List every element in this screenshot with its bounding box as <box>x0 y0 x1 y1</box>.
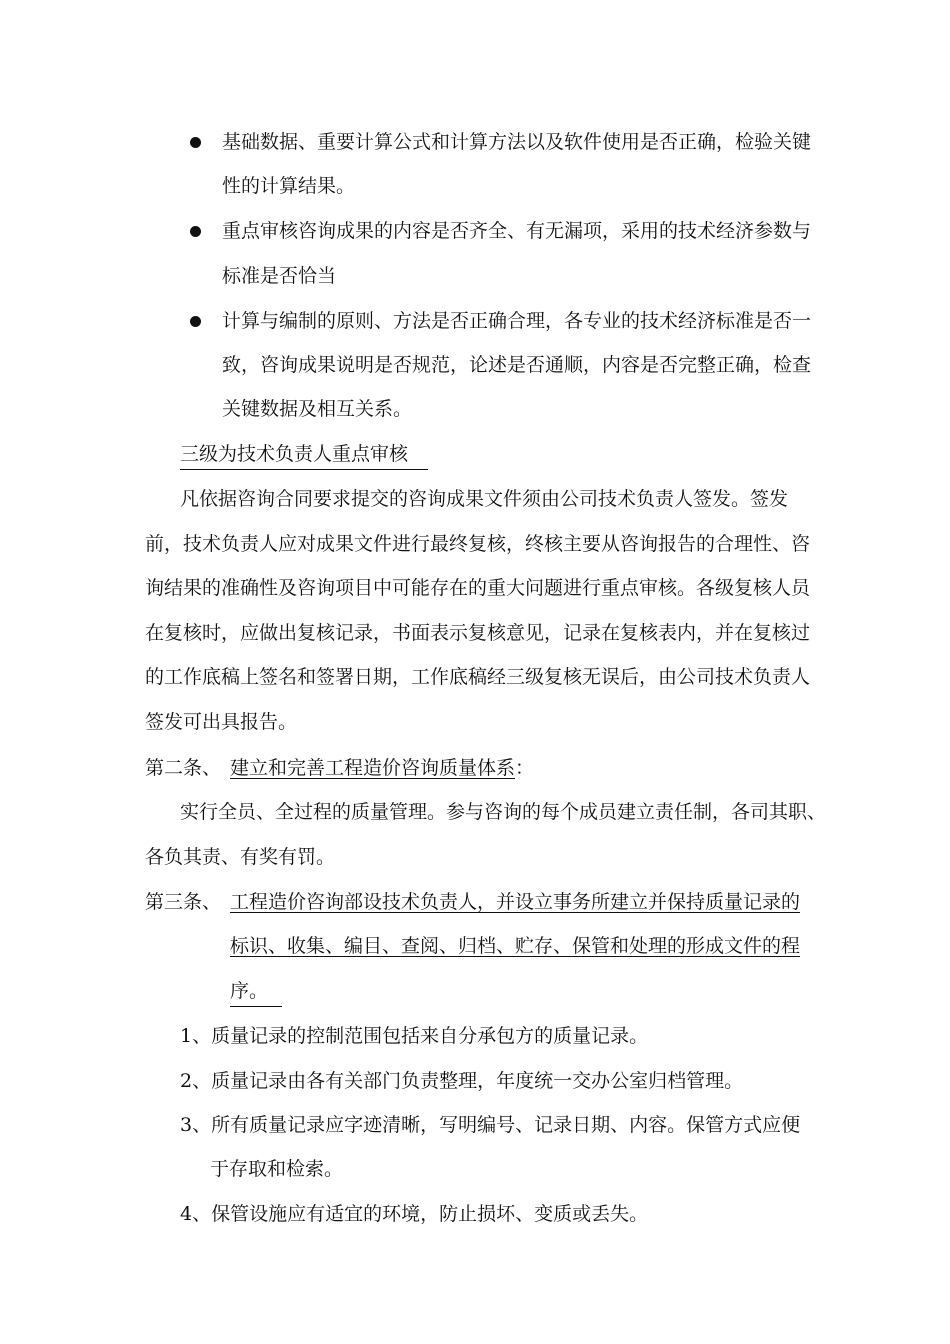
bullet-dot-icon <box>190 137 201 148</box>
para1-line-2: 前，技术负责人应对成果文件进行最终复核，终核主要从咨询报告的合理性、咨 <box>145 533 811 555</box>
para2-line-2: 各负其责、有奖有罚。 <box>145 846 336 868</box>
item-4-line-1: 4、保管设施应有适宜的环境，防止损坏、变质或丢失。 <box>180 1203 649 1225</box>
bullet-2-line-1: 重点审核咨询成果的内容是否齐全、有无漏项，采用的技术经济参数与 <box>222 220 812 242</box>
item-2-line-1: 2、质量记录由各有关部门负责整理，年度统一交办公室归档管理。 <box>180 1070 744 1092</box>
article2-title <box>230 756 534 780</box>
para2-line-1: 实行全员、全过程的质量管理。参与咨询的每个成员建立责任制，各司其职、 <box>180 801 827 823</box>
para1-line-5: 的工作底稿上签名和签署日期，工作底稿经三级复核无误后，由公司技术负责人 <box>145 666 811 688</box>
article3-line-1 <box>230 890 800 914</box>
bullet-dot-icon <box>190 226 201 237</box>
article3-label: 第三条、 <box>145 891 222 913</box>
item-3-line-2: 于存取和检索。 <box>210 1158 344 1180</box>
bullet-dot-icon <box>190 316 201 327</box>
item-3-line-1: 3、所有质量记录应字迹清晰，写明编号、记录日期、内容。保管方式应便 <box>180 1114 801 1136</box>
bullet-2-line-2: 标准是否恰当 <box>222 265 337 287</box>
item-1-line-1: 1、质量记录的控制范围包括来自分承包方的质量记录。 <box>180 1025 649 1047</box>
article3-line-2-text: 标识、收集、编目、查阅、归档、贮存、保管和处理的形成文件的程 <box>230 935 801 957</box>
bullet-3-line-2: 致，咨询成果说明是否规范，论述是否通顺，内容是否完整正确，检查 <box>222 354 812 376</box>
bullet-3-line-1: 计算与编制的原则、方法是否正确合理，各专业的技术经济标准是否一 <box>222 310 812 332</box>
article3-line-3-text: 序。 <box>230 980 282 1007</box>
bullet-3-line-3: 关键数据及相互关系。 <box>222 398 413 420</box>
article3-line-3 <box>230 979 282 1007</box>
article3-line-2 <box>230 934 800 958</box>
level3-heading-text: 三级为技术负责人重点审核 <box>180 443 428 470</box>
para1-line-3: 询结果的准确性及咨询项目中可能存在的重大问题进行重点审核。各级复核人员 <box>145 577 811 599</box>
article3-line-1-text: 工程造价咨询部设技术负责人，并设立事务所建立并保持质量记录的 <box>230 891 801 913</box>
para1-line-6: 签发可出具报告。 <box>145 711 298 733</box>
para1-line-1: 凡依据咨询合同要求提交的咨询成果文件须由公司技术负责人签发。签发 <box>180 488 789 510</box>
bullet-1-line-1: 基础数据、重要计算公式和计算方法以及软件使用是否正确，检验关键 <box>222 131 812 153</box>
para1-line-4: 在复核时，应做出复核记录，书面表示复核意见，记录在复核表内，并在复核过 <box>145 622 811 644</box>
level3-heading <box>180 442 428 470</box>
article2-suffix: ： <box>515 757 535 779</box>
bullet-1-line-2: 性的计算结果。 <box>222 175 356 197</box>
article2-title-text: 建立和完善工程造价咨询质量体系 <box>230 757 516 779</box>
article2-label: 第二条、 <box>145 757 222 779</box>
